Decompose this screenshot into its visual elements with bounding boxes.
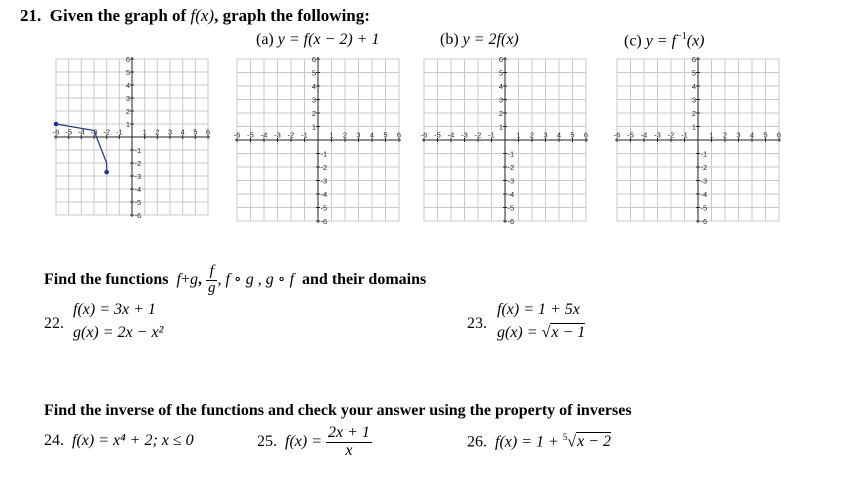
part-b-label xyxy=(440,31,519,49)
part-a-expr: y = f(x − 2) + 1 xyxy=(277,31,380,48)
axis-tick-label: -2 xyxy=(134,159,142,168)
find-functions-heading: Find the functions f+g, $\frac{f}{g}$ , f ∘ g , g ∘ f and their domains xyxy=(44,263,427,296)
axis-tick-label: -2 xyxy=(700,163,708,172)
grid-part-c xyxy=(613,55,782,226)
axis-tick-label: 4 xyxy=(180,127,185,137)
axis-tick-label: -1 xyxy=(301,130,308,140)
axis-tick-label: 1 xyxy=(142,127,147,137)
axis-tick-label: -5 xyxy=(65,127,73,137)
axis-tick-label: 3 xyxy=(167,127,173,137)
axis-tick-label: 4 xyxy=(691,82,696,91)
part-c-sup: −1 xyxy=(676,31,687,42)
q21-prompt: Given the graph of xyxy=(49,6,187,25)
inverse-heading: Find the inverse of the functions and check your answer using the property of inverses xyxy=(44,402,632,419)
part-c-tag: (c) xyxy=(624,32,642,50)
q24 xyxy=(44,432,194,450)
axis-tick-label: 1 xyxy=(311,122,316,132)
q25 xyxy=(257,425,372,460)
axis-tick-label: -4 xyxy=(260,130,268,140)
q21-heading xyxy=(20,6,370,26)
q26-radicand: x − 2 xyxy=(577,433,611,451)
q25-fraction xyxy=(326,425,372,460)
axis-tick-label: 6 xyxy=(691,55,696,64)
axis-tick-label: 1 xyxy=(125,120,130,129)
axis-tick-label: -2 xyxy=(320,163,328,172)
axis-tick-label: 2 xyxy=(529,130,535,140)
axis-tick-label: 3 xyxy=(691,95,696,105)
q22-g: g(x) = 2x − x² xyxy=(73,324,164,341)
axis-tick-label: 1 xyxy=(498,122,503,132)
q24-expr: f(x) = x⁴ + 2; x ≤ 0 xyxy=(72,432,194,449)
axis-tick-label: -6 xyxy=(420,130,428,140)
axis-tick-label: -5 xyxy=(134,198,142,207)
axis-tick-label: -1 xyxy=(507,149,515,159)
axis-tick-label: -2 xyxy=(667,130,675,140)
grid-part-b xyxy=(420,55,589,226)
axis-tick-label: -3 xyxy=(654,130,661,140)
axis-tick-label: 2 xyxy=(498,109,503,118)
axis-tick-label: 2 xyxy=(155,127,160,137)
part-b-tag: (b) xyxy=(440,31,459,48)
axis-tick-label: 3 xyxy=(543,130,548,140)
axis-tick-label: 5 xyxy=(498,68,503,78)
axis-tick-label: -1 xyxy=(700,149,708,159)
axis-tick-label: -3 xyxy=(320,176,328,186)
axis-tick-label: 2 xyxy=(311,109,316,118)
axis-tick-label: 6 xyxy=(498,55,503,64)
graph-endpoint xyxy=(104,170,109,175)
axis-tick-label: -1 xyxy=(115,127,123,137)
axis-tick-label: -5 xyxy=(247,130,254,140)
axis-tick-label: -3 xyxy=(461,130,468,140)
axis-tick-label: -6 xyxy=(613,130,621,140)
axis-tick-label: -3 xyxy=(274,130,281,140)
axis-tick-label: -2 xyxy=(507,163,515,172)
q25-den: x xyxy=(345,441,353,459)
axis-tick-label: 2 xyxy=(125,107,130,116)
axis-tick-label: -6 xyxy=(700,217,708,226)
fg-g: g xyxy=(189,270,198,288)
q21-tail: , graph the following: xyxy=(214,6,370,25)
f-over-g-num: f xyxy=(206,264,218,281)
q23-f: f(x) = 1 + 5x xyxy=(497,301,580,318)
axis-tick-label: -5 xyxy=(320,203,328,213)
q23-number: 23. xyxy=(467,315,487,332)
part-c-expr-pre: y = f xyxy=(645,32,677,50)
axis-tick-label: -3 xyxy=(134,172,142,181)
q21-number: 21. xyxy=(20,6,42,25)
q25-pre: f(x) = xyxy=(285,432,322,450)
domains-text: and their domains xyxy=(302,270,427,288)
axis-tick-label: 5 xyxy=(311,68,316,78)
axis-tick-label: -6 xyxy=(233,130,241,140)
axis-tick-label: 4 xyxy=(749,130,755,140)
axis-tick-label: 6 xyxy=(396,130,402,140)
q21-fx: f(x) xyxy=(190,6,215,25)
part-c-expr-post: (x) xyxy=(686,32,705,50)
f-over-g-den: g xyxy=(207,279,216,296)
axis-tick-label: -6 xyxy=(320,217,328,226)
part-c-label xyxy=(624,31,705,50)
grid-part-a xyxy=(233,55,402,226)
q22-number: 22. xyxy=(44,315,64,332)
axis-tick-label: -2 xyxy=(474,130,482,140)
axis-tick-label: -6 xyxy=(134,211,142,220)
axis-tick-label: 4 xyxy=(369,130,375,140)
axis-tick-label: -1 xyxy=(681,130,688,140)
axis-tick-label: 3 xyxy=(356,130,361,140)
part-a-tag: (a) xyxy=(256,31,274,48)
axis-tick-label: -3 xyxy=(507,176,515,186)
axis-tick-label: 4 xyxy=(498,82,503,91)
axis-tick-label: -4 xyxy=(134,185,142,194)
axis-tick-label: -4 xyxy=(640,130,648,140)
axis-tick-label: 2 xyxy=(342,130,348,140)
fg-plus: + xyxy=(180,270,190,288)
q23-g-radicand: x − 1 xyxy=(551,324,586,341)
axis-tick-label: -1 xyxy=(320,149,328,159)
axis-tick-label: -6 xyxy=(507,217,515,226)
axis-tick-label: -4 xyxy=(700,190,708,199)
axis-tick-label: 5 xyxy=(383,130,388,140)
axis-tick-label: 6 xyxy=(583,130,589,140)
axis-tick-label: 5 xyxy=(193,127,198,137)
axis-tick-label: 4 xyxy=(125,81,130,90)
q22-f: f(x) = 3x + 1 xyxy=(73,301,156,318)
axis-tick-label: -4 xyxy=(77,127,85,137)
q26: 26. f(x) = 1 + $^5$√x − 2 xyxy=(467,432,611,451)
axis-tick-label: 6 xyxy=(776,130,782,140)
f-over-g xyxy=(206,264,218,297)
find-functions-text: Find the functions xyxy=(44,270,169,288)
axis-tick-label: -5 xyxy=(507,203,515,213)
axis-tick-label: -6 xyxy=(52,127,60,137)
axis-tick-label: 5 xyxy=(763,130,768,140)
axis-tick-label: 3 xyxy=(125,94,130,103)
axis-tick-label: -3 xyxy=(700,176,708,186)
axis-tick-label: 3 xyxy=(311,95,316,105)
axis-tick-label: -1 xyxy=(488,130,495,140)
axis-tick-label: -5 xyxy=(700,203,708,213)
axis-tick-label: 5 xyxy=(570,130,575,140)
axis-tick-label: 5 xyxy=(125,68,130,77)
axis-tick-label: 5 xyxy=(691,68,696,78)
axis-tick-label: 4 xyxy=(556,130,562,140)
q23-g: g(x) = √x − 1 xyxy=(497,324,586,341)
q23-g-pre: g(x) = xyxy=(497,324,542,341)
axis-tick-label: -2 xyxy=(287,130,295,140)
axis-tick-label: 1 xyxy=(709,130,714,140)
axis-tick-label: 1 xyxy=(516,130,521,140)
axis-tick-label: -2 xyxy=(103,127,111,137)
axis-tick-label: 3 xyxy=(498,95,503,105)
q24-number: 24. xyxy=(44,432,64,449)
graph-endpoint xyxy=(54,122,59,127)
compositions: , f ∘ g , g ∘ f xyxy=(217,270,295,288)
axis-tick-label: 6 xyxy=(311,55,316,64)
axis-tick-label: 1 xyxy=(691,122,696,132)
axis-tick-label: -4 xyxy=(507,190,515,199)
axis-tick-label: -1 xyxy=(134,146,142,155)
axis-tick-label: 4 xyxy=(311,82,316,91)
q25-num: 2x + 1 xyxy=(328,424,370,441)
q26-pre: f(x) = 1 + xyxy=(495,433,563,451)
q26-index: 5 xyxy=(562,432,568,442)
axis-tick-label: -4 xyxy=(320,190,328,199)
fg-f: f xyxy=(176,270,181,288)
axis-tick-label: -5 xyxy=(434,130,441,140)
q26-number: 26. xyxy=(467,433,487,451)
axis-tick-label: 6 xyxy=(125,55,130,64)
axis-tick-label: 6 xyxy=(205,127,211,137)
given-graph-grid xyxy=(52,55,211,220)
q25-number: 25. xyxy=(257,432,277,450)
part-a-label xyxy=(256,31,379,49)
axis-tick-label: 2 xyxy=(722,130,728,140)
axis-tick-label: -3 xyxy=(90,127,98,137)
axis-tick-label: 1 xyxy=(329,130,334,140)
axis-tick-label: -4 xyxy=(447,130,455,140)
axis-tick-label: 2 xyxy=(691,109,696,118)
part-b-expr: y = 2f(x) xyxy=(462,31,519,48)
axis-tick-label: -5 xyxy=(627,130,634,140)
axis-tick-label: 3 xyxy=(736,130,741,140)
